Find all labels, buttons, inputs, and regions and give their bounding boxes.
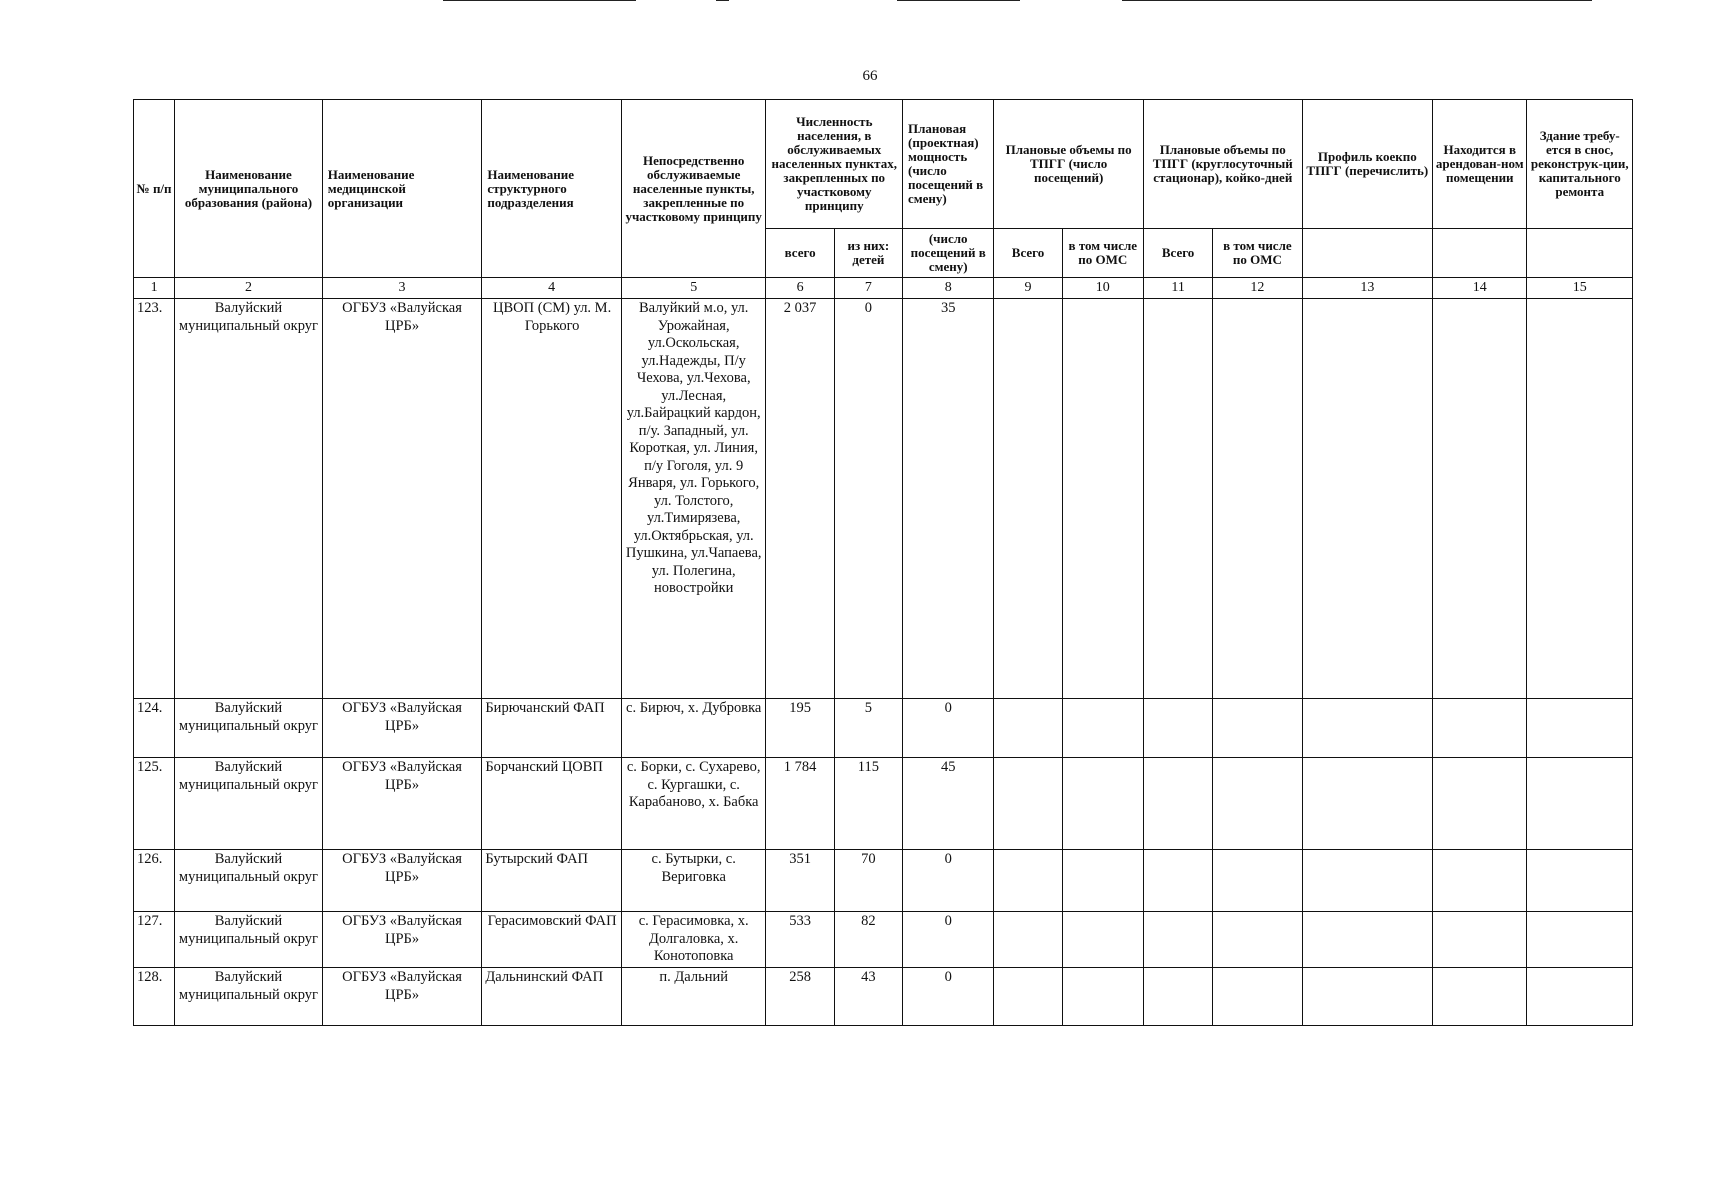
row-municipality: Валуйский муниципальный округ — [175, 299, 323, 699]
row-organization: ОГБУЗ «Валуйская ЦРБ» — [322, 968, 482, 1026]
column-number: 11 — [1143, 278, 1212, 299]
header-capacity: Плановая (проектная) мощность (число посещений в смену) — [903, 100, 994, 229]
row-empty-cell — [1213, 850, 1302, 912]
row-points: с. Герасимовка, х. Долгаловка, х. Конотоповка — [621, 912, 766, 968]
row-empty-cell — [1302, 968, 1433, 1026]
table-body — [134, 299, 1633, 1026]
row-points: с. Бутырки, с. Веригoвка — [621, 850, 766, 912]
row-empty-cell — [1433, 758, 1527, 850]
row-pop-children: 0 — [834, 299, 902, 699]
table-row — [134, 968, 1633, 1026]
table-row — [134, 912, 1633, 968]
table-header — [134, 100, 1633, 299]
header-beds-total: Всего — [1143, 229, 1212, 278]
row-pop-total: 258 — [766, 968, 834, 1026]
header-population: Численность населения, в обслуживаемых населенных пунктах, закрепленных по участковому принципу — [766, 100, 903, 229]
row-empty-cell — [994, 758, 1062, 850]
row-empty-cell — [1527, 850, 1633, 912]
header-organization: Наименование медицинской организации — [322, 100, 482, 278]
table-row — [134, 299, 1633, 699]
row-empty-cell — [1527, 299, 1633, 699]
row-capacity: 35 — [903, 299, 994, 699]
scan-edge-line-2 — [716, 0, 729, 1]
header-municipality: Наименование муниципального образования (района) — [175, 100, 323, 278]
header-bed-profile: Профиль коекпо ТПГГ (перечислить) — [1302, 100, 1433, 229]
table-row — [134, 758, 1633, 850]
column-number: 6 — [766, 278, 834, 299]
row-empty-cell — [1143, 758, 1212, 850]
row-capacity: 0 — [903, 699, 994, 758]
row-empty-cell — [1433, 912, 1527, 968]
column-number: 3 — [322, 278, 482, 299]
row-empty-cell — [1213, 968, 1302, 1026]
row-num: 124. — [134, 699, 175, 758]
row-empty-cell — [1302, 850, 1433, 912]
row-empty-cell — [1302, 699, 1433, 758]
row-capacity: 0 — [903, 968, 994, 1026]
row-empty-cell — [1527, 699, 1633, 758]
row-empty-cell — [1143, 968, 1212, 1026]
row-points: с. Борки, с. Сухарево, с. Кургашки, с. Карабаново, х. Бабка — [621, 758, 766, 850]
row-municipality: Валуйский муниципальный округ — [175, 912, 323, 968]
row-empty-cell — [1062, 968, 1143, 1026]
header-visits-oms: в том числе по ОМС — [1062, 229, 1143, 278]
table-row — [134, 699, 1633, 758]
scan-edge-line-3 — [897, 0, 1020, 1]
header-volume-beds: Плановые объемы по ТПГГ (круглосуточный стационар), койко-дней — [1143, 100, 1302, 229]
row-empty-cell — [994, 299, 1062, 699]
row-municipality: Валуйский муниципальный округ — [175, 699, 323, 758]
header-building: Здание требу-ется в снос, реконструк-ции, капитального ремонта — [1527, 100, 1633, 229]
row-empty-cell — [1302, 299, 1433, 699]
row-organization: ОГБУЗ «Валуйская ЦРБ» — [322, 699, 482, 758]
header-num: № п/п — [134, 100, 175, 278]
row-division: ЦВОП (СМ) ул. М. Горького — [482, 299, 622, 699]
column-number: 1 — [134, 278, 175, 299]
row-empty-cell — [1302, 758, 1433, 850]
row-empty-cell — [1143, 850, 1212, 912]
table-row — [134, 850, 1633, 912]
header-volume-visits: Плановые объемы по ТПГГ (число посещений) — [994, 100, 1144, 229]
row-division: Герасимовский ФАП — [482, 912, 622, 968]
header-beds-oms: в том числе по ОМС — [1213, 229, 1302, 278]
row-empty-cell — [994, 968, 1062, 1026]
row-empty-cell — [1062, 758, 1143, 850]
row-organization: ОГБУЗ «Валуйская ЦРБ» — [322, 299, 482, 699]
header-population-total: всего — [766, 229, 834, 278]
row-organization: ОГБУЗ «Валуйская ЦРБ» — [322, 912, 482, 968]
facilities-table — [133, 99, 1633, 1026]
row-num: 127. — [134, 912, 175, 968]
row-organization: ОГБУЗ «Валуйская ЦРБ» — [322, 758, 482, 850]
header-population-children: из них: детей — [834, 229, 902, 278]
row-pop-children: 82 — [834, 912, 902, 968]
row-points: с. Бирюч, х. Дубровка — [621, 699, 766, 758]
scan-edge-line-4 — [1122, 0, 1592, 1]
column-number: 12 — [1213, 278, 1302, 299]
row-points: п. Дальний — [621, 968, 766, 1026]
column-number: 10 — [1062, 278, 1143, 299]
row-empty-cell — [1062, 299, 1143, 699]
row-empty-cell — [1433, 299, 1527, 699]
column-number: 8 — [903, 278, 994, 299]
column-number: 5 — [621, 278, 766, 299]
row-empty-cell — [1213, 758, 1302, 850]
column-number: 15 — [1527, 278, 1633, 299]
row-empty-cell — [1302, 912, 1433, 968]
row-points: Валуйкий м.о, ул. Урожайная, ул.Оскольская, ул.Надежды, П/у Чехова, ул.Чехова, ул.Лесная, ул.Байрацкий кардон, п/у. Западный, ул. Короткая, ул. Линия, п/у Гоголя, ул. 9 Января, ул. Горького, ул. Толстого, ул.Тимирязева, ул.Октябрьская, ул. Пушкина, ул.Чапаева, ул. Полегина, новостройки — [621, 299, 766, 699]
row-pop-total: 1 784 — [766, 758, 834, 850]
row-pop-total: 2 037 — [766, 299, 834, 699]
row-empty-cell — [1143, 299, 1212, 699]
row-num: 128. — [134, 968, 175, 1026]
row-empty-cell — [1143, 699, 1212, 758]
row-pop-total: 351 — [766, 850, 834, 912]
row-empty-cell — [1527, 912, 1633, 968]
header-visits-total: Всего — [994, 229, 1062, 278]
row-division: Бутырский ФАП — [482, 850, 622, 912]
row-division: Борчанский ЦОВП — [482, 758, 622, 850]
row-empty-cell — [1433, 699, 1527, 758]
row-municipality: Валуйский муниципальный округ — [175, 758, 323, 850]
row-capacity: 0 — [903, 850, 994, 912]
header-rented: Находится в арендован-ном помещении — [1433, 100, 1527, 229]
row-empty-cell — [994, 850, 1062, 912]
header-served-points: Непосредственно обслуживаемые населенные пункты, закрепленные по участковому принципу — [621, 100, 766, 278]
row-empty-cell — [1062, 912, 1143, 968]
row-pop-total: 533 — [766, 912, 834, 968]
header-empty-cell — [1527, 229, 1633, 278]
row-empty-cell — [1213, 299, 1302, 699]
row-num: 123. — [134, 299, 175, 699]
row-empty-cell — [1213, 699, 1302, 758]
column-number: 2 — [175, 278, 323, 299]
row-num: 125. — [134, 758, 175, 850]
column-number: 9 — [994, 278, 1062, 299]
row-empty-cell — [994, 912, 1062, 968]
row-empty-cell — [1433, 968, 1527, 1026]
row-organization: ОГБУЗ «Валуйская ЦРБ» — [322, 850, 482, 912]
row-division: Бирючанский ФАП — [482, 699, 622, 758]
page-number: 66 — [862, 68, 878, 84]
row-empty-cell — [1062, 850, 1143, 912]
row-pop-children: 43 — [834, 968, 902, 1026]
row-municipality: Валуйский муниципальный округ — [175, 850, 323, 912]
row-pop-total: 195 — [766, 699, 834, 758]
row-empty-cell — [1213, 912, 1302, 968]
row-empty-cell — [994, 699, 1062, 758]
column-numbers-row — [134, 278, 1633, 299]
header-empty-cell — [1302, 229, 1433, 278]
column-number: 4 — [482, 278, 622, 299]
row-capacity: 45 — [903, 758, 994, 850]
column-number: 14 — [1433, 278, 1527, 299]
header-division: Наименование структурного подразделения — [482, 100, 622, 278]
header-empty-cell — [1433, 229, 1527, 278]
header-capacity-sub: (число посещений в смену) — [903, 229, 994, 278]
column-number: 13 — [1302, 278, 1433, 299]
row-pop-children: 5 — [834, 699, 902, 758]
row-municipality: Валуйский муниципальный округ — [175, 968, 323, 1026]
scan-edge-line-1 — [443, 0, 636, 1]
row-division: Дальнинский ФАП — [482, 968, 622, 1026]
row-empty-cell — [1527, 758, 1633, 850]
row-capacity: 0 — [903, 912, 994, 968]
row-empty-cell — [1062, 699, 1143, 758]
row-empty-cell — [1143, 912, 1212, 968]
row-empty-cell — [1527, 968, 1633, 1026]
row-pop-children: 115 — [834, 758, 902, 850]
row-empty-cell — [1433, 850, 1527, 912]
row-num: 126. — [134, 850, 175, 912]
row-pop-children: 70 — [834, 850, 902, 912]
column-number: 7 — [834, 278, 902, 299]
